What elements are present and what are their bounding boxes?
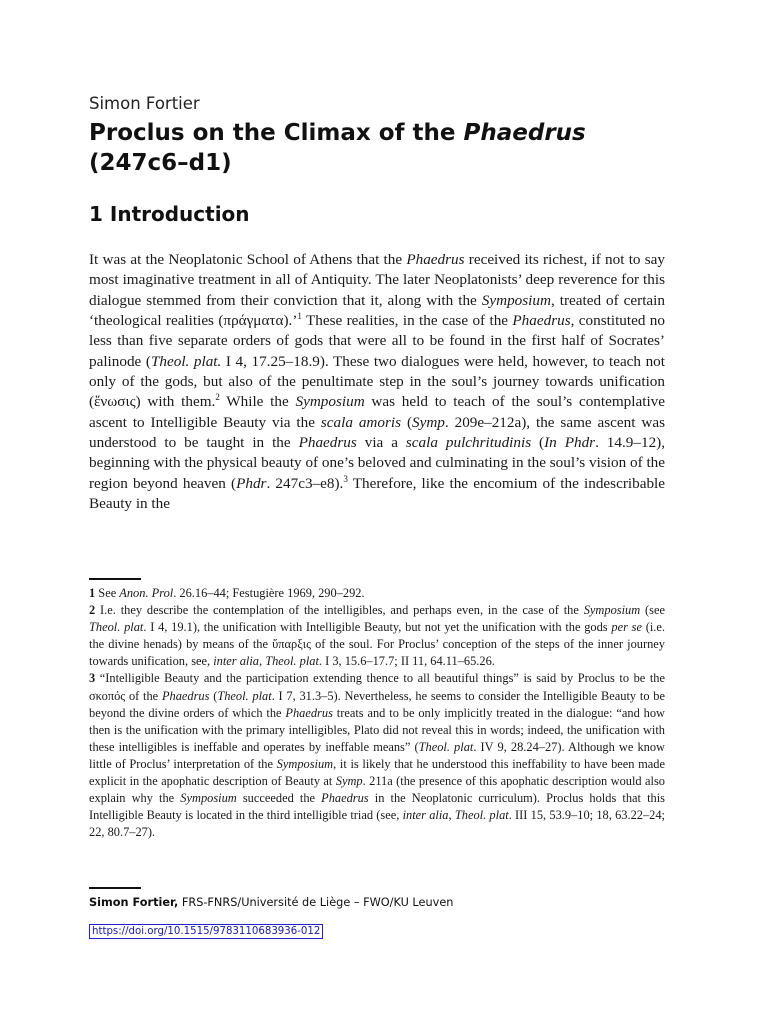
- author-affiliation: [89, 896, 453, 909]
- author-name: Simon Fortier: [89, 94, 200, 113]
- doi-link[interactable]: https://doi.org/10.1515/9783110683936-012: [89, 924, 323, 939]
- section-title: Introduction: [109, 202, 250, 226]
- footnote-ref[interactable]: 1: [297, 310, 302, 321]
- affiliation-org: FRS-FNRS/Université de Liège – FWO/KU Leuven: [178, 896, 454, 909]
- title-line2: (247c6–d1): [89, 150, 232, 176]
- affiliation-divider: [89, 887, 141, 889]
- footnote-1: 1 See Anon. Prol. 26.16–44; Festugière 1969, 290–292.: [89, 586, 365, 600]
- paragraph: It was at the Neoplatonic School of Athens that the Phaedrus received its richest, if not to say most imaginative treatment in all of Antiquity. The later Neoplatonists’ deep reverence for this dialogue stemmed from their conviction that it, along with the Symposium, treated of certain ‘theological realities (πράγματα).’$^1$ These realities, in the case of the Phaedrus, constituted no less than five separate orders of gods that were all to be found in the first half of Socrates’ palinode (Theol. plat. I 4, 17.25–18.9). These two dialogues were held, however, to teach not only of the gods, but also of the penultimate step in the soul’s journey towards unification (ἕνωσις) with them.$^2$ While the Symposium was held to teach of the soul’s contemplative ascent to Intelligible Beauty via the scala amoris (Symp. 209e–212a), the same ascent was understood to be taught in the Phaedrus via a scala pulchritudinis (In Phdr. 14.9–12), beginning with the physical beauty of one’s beloved and culminating in the soul’s vision of the region beyond heaven (Phdr. 247c3–e8).$^3$ Therefore, like the encomium of the indescribable Beauty in the: [89, 251, 666, 513]
- section-number: 1: [89, 202, 103, 226]
- title-text: Proclus on the Climax of the: [89, 120, 464, 146]
- section-heading: [89, 202, 250, 226]
- body-text: [89, 250, 665, 514]
- footnote-2: 2 I.e. they describe the contemplation of the intelligibles, and perhaps even, in the case of the Symposium (see Theol. plat. I 4, 19.1), the unification with Intelligible Beauty, but not yet the unification with the gods per se (i.e. the divine henads) by means of the ὕπαρξις of the soul. For Proclus’ conception of the steps of the inner journey towards unification, see, inter alia, Theol. plat. I 3, 15.6–17.7; II 11, 64.11–65.26.: [89, 603, 666, 669]
- footnote-3: 3 “Intelligible Beauty and the participation extending thence to all beautiful things” is said by Proclus to be the σκοπός of the Phaedrus (Theol. plat. I 7, 31.3–5). Nevertheless, he seems to consider the Intelligible Beauty to be beyond the divine orders of which the Phaedrus treats and to be only implicitly treated in the dialogue: “and how then is the unification with the primary intelligibles, Plato did not reveal this in words; indeed, the unification with these intelligibles is ineffable and operates by ineffable means” (Theol. plat. IV 9, 28.24–27). Although we know little of Proclus’ interpretation of the Symposium, it is likely that he understood this ineffability to have been made explicit in the apophatic description of Beauty at Symp. 211a (the presence of this apophatic description would also explain why the Symposium succeeded the Phaedrus in the Neoplatonic curriculum). Proclus holds that this Intelligible Beauty is located in the third intelligible triad (see, inter alia, Theol. plat. III 15, 53.9–10; 18, 63.22–24; 22, 80.7–27).: [89, 671, 666, 840]
- footnotes: [89, 585, 665, 841]
- footnote-ref[interactable]: 3: [343, 473, 348, 484]
- title-italic: Phaedrus: [463, 120, 586, 146]
- affiliation-author: Simon Fortier,: [89, 896, 179, 909]
- footnote-divider: [89, 578, 141, 580]
- footnote-ref[interactable]: 2: [215, 392, 220, 403]
- article-title: [89, 118, 665, 178]
